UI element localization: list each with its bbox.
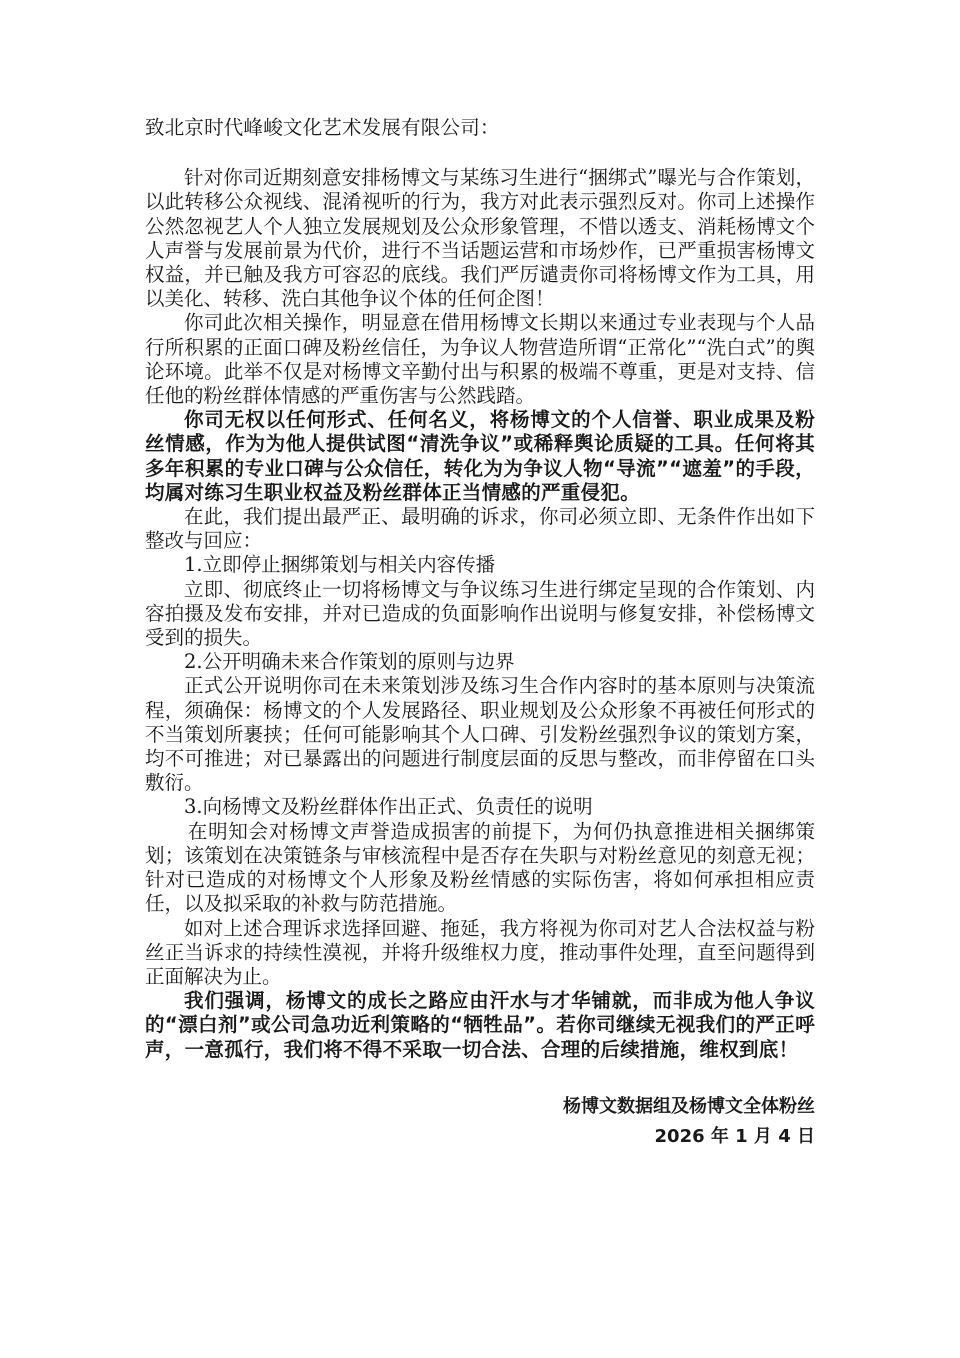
watermark [810,1316,950,1336]
paragraph-intent: 你司此次相关操作，明显意在借用杨博文长期以来通过专业表现与个人品行所积累的正面口碑及粉丝信任，为争议人物营造所谓“正常化”“洗白式”的舆论环境。此举不仅是对杨博文辛勤付出与积累的极端不尊重，更是对支持、信任他的粉丝群体情感的严重伤害与公然践踏。 [145,311,815,408]
paragraph-opposition: 针对你司近期刻意安排杨博文与某练习生进行“捆绑式”曝光与合作策划，以此转移公众视线、混淆视听的行为，我方对此表示强烈反对。你司上述操作公然忽视艺人个人独立发展规划及公众形象管理，不惜以透支、消耗杨博文个人声誉与发展前景为代价，进行不当话题运营和市场炒作，已严重损害杨博文权益，并已触及我方可容忍的底线。我们严厉谴责你司将杨博文作为工具，用以美化、转移、洗白其他争议个体的任何企图！ [145,166,815,311]
demand-1-title: 1.立即停止捆绑策划与相关内容传播 [184,553,496,577]
paragraph-demands-intro: 在此，我们提出最严正、最明确的诉求，你司必须立即、无条件作出如下整改与回应： [145,505,815,553]
date: 2026 年 1 月 4 日 [654,1126,815,1147]
paragraph-emphasis: 我们强调，杨博文的成长之路应由汗水与才华铺就，而非成为他人争议的“漂白剂”或公司急功近利策略的“牺牲品”。若你司继续无视我们的严正呼声，一意孤行，我们将不得不采取一切合法、合理的后续措施，维权到底！ [145,989,815,1061]
demand-2-title: 2.公开明确未来合作策划的原则与边界 [184,650,515,674]
letter-body [145,116,815,1062]
paragraph-closing: 如对上述合理诉求选择回避、拖延，我方将视为你司对艺人合法权益与粉丝正当诉求的持续性漠视，并将升级维权力度，推动事件处理，直至问题得到正面解决为止。 [145,916,815,988]
demand-3-title: 3.向杨博文及粉丝群体作出正式、负责任的说明 [184,795,593,819]
paragraph-no-right: 你司无权以任何形式、任何名义，将杨博文的个人信誉、职业成果及粉丝情感，作为为他人提供试图“清洗争议”或稀释舆论质疑的工具。任何将其多年积累的专业口碑与公众信任，转化为为争议人物“导流”“遮羞”的手段，均属对练习生职业权益及粉丝群体正当情感的严重侵犯。 [145,408,815,504]
signature: 杨博文数据组及杨博文全体粉丝 [563,1096,815,1117]
greeting: 致北京时代峰峻文化艺术发展有限公司： [145,116,500,139]
demand-2-body: 正式公开说明你司在未来策划涉及练习生合作内容时的基本原则与决策流程，须确保：杨博文的个人发展路径、职业规划及公众形象不再被任何形式的不当策划所裹挟；任何可能影响其个人口碑、引发粉丝强烈争议的策划方案，均不可推进；对已暴露出的问题进行制度层面的反思与整改，而非停留在口头敷衍。 [145,674,815,795]
demand-1-body: 立即、彻底终止一切将杨博文与争议练习生进行绑定呈现的合作策划、内容拍摄及发布安排，并对已造成的负面影响作出说明与修复安排，补偿杨博文受到的损失。 [145,577,815,650]
demand-3-body: 在明知会对杨博文声誉造成损害的前提下，为何仍执意推进相关捆绑策划；该策划在决策链条与审核流程中是否存在失职与对粉丝意见的刻意无视；针对已造成的对杨博文个人形象及粉丝情感的实际伤害，将如何承担相应责任，以及拟采取的补救与防范措施。 [145,819,815,916]
